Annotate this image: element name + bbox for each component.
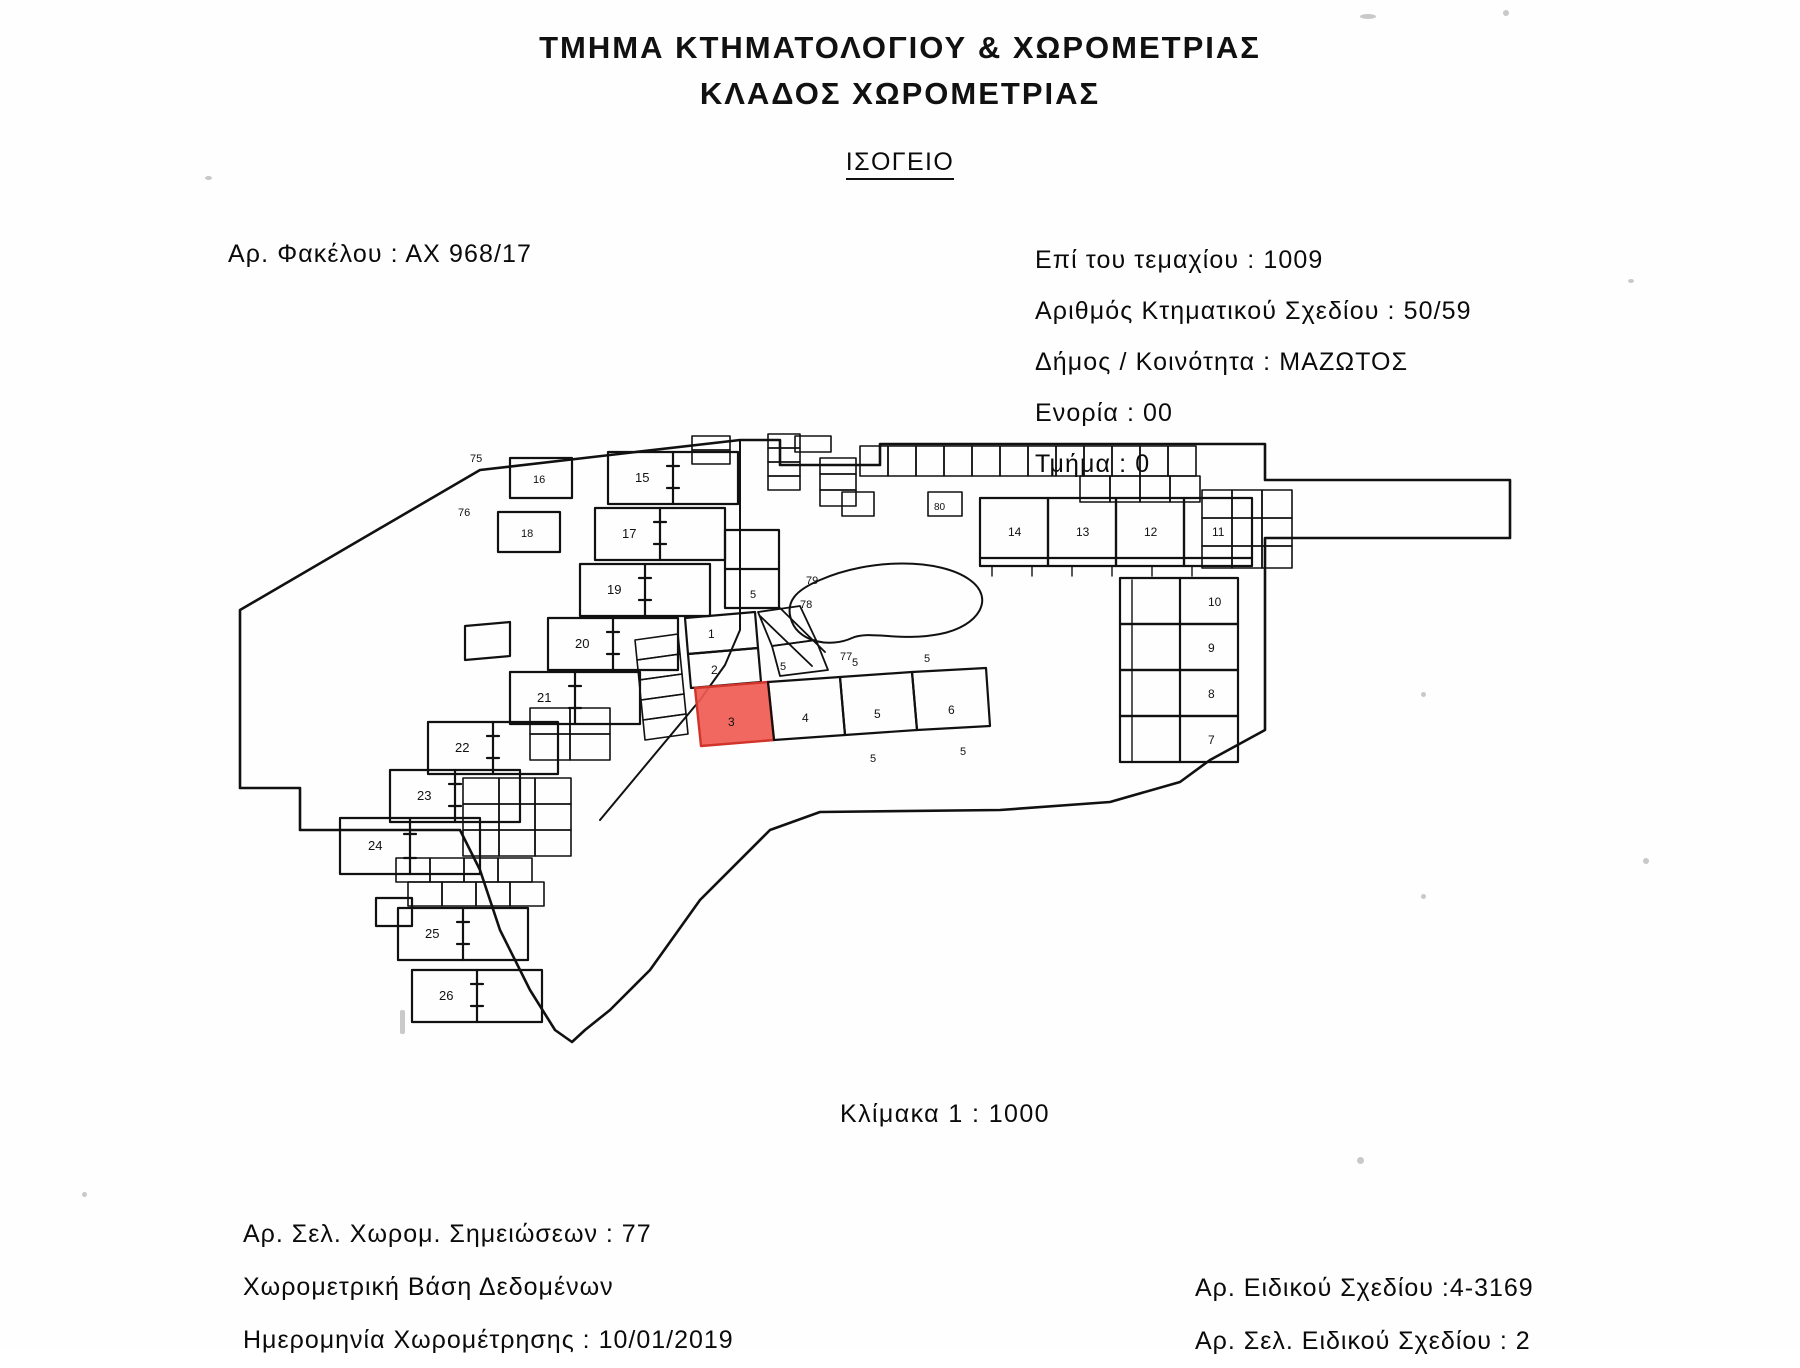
scan-speck <box>400 1010 405 1034</box>
svg-text:20: 20 <box>575 636 590 651</box>
parish: Ενορία : 00 <box>1035 399 1174 427</box>
svg-text:5: 5 <box>780 661 787 673</box>
svg-text:17: 17 <box>622 526 637 541</box>
svg-text:5: 5 <box>924 653 931 665</box>
svg-text:77: 77 <box>840 651 853 663</box>
department-title: ΤΜΗΜΑ ΚΤΗΜΑΤΟΛΟΓΙΟΥ & ΧΩΡΟΜΕΤΡΙΑΣ <box>539 30 1261 65</box>
svg-text:23: 23 <box>417 788 432 803</box>
svg-text:9: 9 <box>1208 641 1215 655</box>
branch-title: ΚΛΑΔΟΣ ΧΩΡΟΜΕΤΡΙΑΣ <box>699 76 1101 111</box>
scan-speck <box>1503 10 1509 16</box>
svg-text:21: 21 <box>537 690 552 705</box>
svg-text:14: 14 <box>1008 525 1022 539</box>
svg-text:5: 5 <box>852 657 859 669</box>
scan-speck <box>1628 279 1634 283</box>
svg-text:2: 2 <box>711 663 718 677</box>
scan-speck <box>82 1192 87 1197</box>
svg-text:5: 5 <box>874 707 881 721</box>
svg-text:75: 75 <box>470 453 483 465</box>
scan-speck <box>205 176 212 180</box>
svg-text:76: 76 <box>458 507 471 519</box>
svg-text:18: 18 <box>521 528 534 540</box>
scan-speck <box>1357 1157 1364 1164</box>
svg-text:78: 78 <box>800 599 813 611</box>
notes-page-number: Αρ. Σελ. Χωρομ. Σημειώσεων : 77 <box>243 1220 652 1248</box>
svg-text:11: 11 <box>1212 525 1225 539</box>
document-header <box>0 30 1800 112</box>
svg-text:12: 12 <box>1144 525 1158 539</box>
floor-title-text: ΙΣΟΓΕΙΟ <box>846 148 954 180</box>
footer-right-block <box>1195 1262 1534 1368</box>
municipality: Δήμος / Κοινότητα : ΜΑΖΩΤΟΣ <box>1035 348 1409 376</box>
svg-text:1: 1 <box>708 627 715 641</box>
svg-text:10: 10 <box>1208 595 1222 609</box>
scan-speck <box>1643 858 1649 864</box>
cadastral-map <box>180 430 1600 1120</box>
special-plan-page: Αρ. Σελ. Ειδικού Σχεδίου : 2 <box>1195 1327 1531 1355</box>
svg-text:25: 25 <box>425 926 440 941</box>
svg-text:7: 7 <box>1208 733 1215 747</box>
svg-text:5: 5 <box>870 753 877 765</box>
svg-text:3: 3 <box>728 715 735 729</box>
survey-database: Χωρομετρική Βάση Δεδομένων <box>243 1273 614 1301</box>
svg-text:5: 5 <box>960 746 967 758</box>
floor-title <box>0 148 1800 177</box>
svg-text:16: 16 <box>533 474 546 486</box>
cadastral-plan-number: Αριθμός Κτηματικού Σχεδίου : 50/59 <box>1035 297 1472 325</box>
svg-text:13: 13 <box>1076 525 1090 539</box>
footer-left-block <box>243 1208 734 1367</box>
svg-text:80: 80 <box>934 502 946 513</box>
scan-speck <box>1421 692 1426 697</box>
svg-text:26: 26 <box>439 988 454 1003</box>
file-number: Αρ. Φακέλου : ΑΧ 968/17 <box>228 240 533 268</box>
map-scale: Κλίμακα 1 : 1000 <box>840 1100 1050 1128</box>
svg-text:79: 79 <box>806 575 819 587</box>
svg-text:5: 5 <box>750 589 757 601</box>
survey-date: Ημερομηνία Χωρομέτρησης : 10/01/2019 <box>243 1326 734 1354</box>
svg-text:24: 24 <box>368 838 383 853</box>
scan-speck <box>1360 14 1376 19</box>
svg-text:6: 6 <box>948 703 955 717</box>
parcel-number: Επί του τεμαχίου : 1009 <box>1035 246 1324 274</box>
svg-text:22: 22 <box>455 740 470 755</box>
section: Τμήμα : 0 <box>1035 450 1151 478</box>
special-plan-number: Αρ. Ειδικού Σχεδίου :4-3169 <box>1195 1274 1534 1302</box>
svg-text:4: 4 <box>802 711 809 725</box>
svg-text:8: 8 <box>1208 687 1215 701</box>
svg-text:19: 19 <box>607 582 622 597</box>
svg-text:15: 15 <box>635 470 650 485</box>
scan-speck <box>1421 894 1426 899</box>
